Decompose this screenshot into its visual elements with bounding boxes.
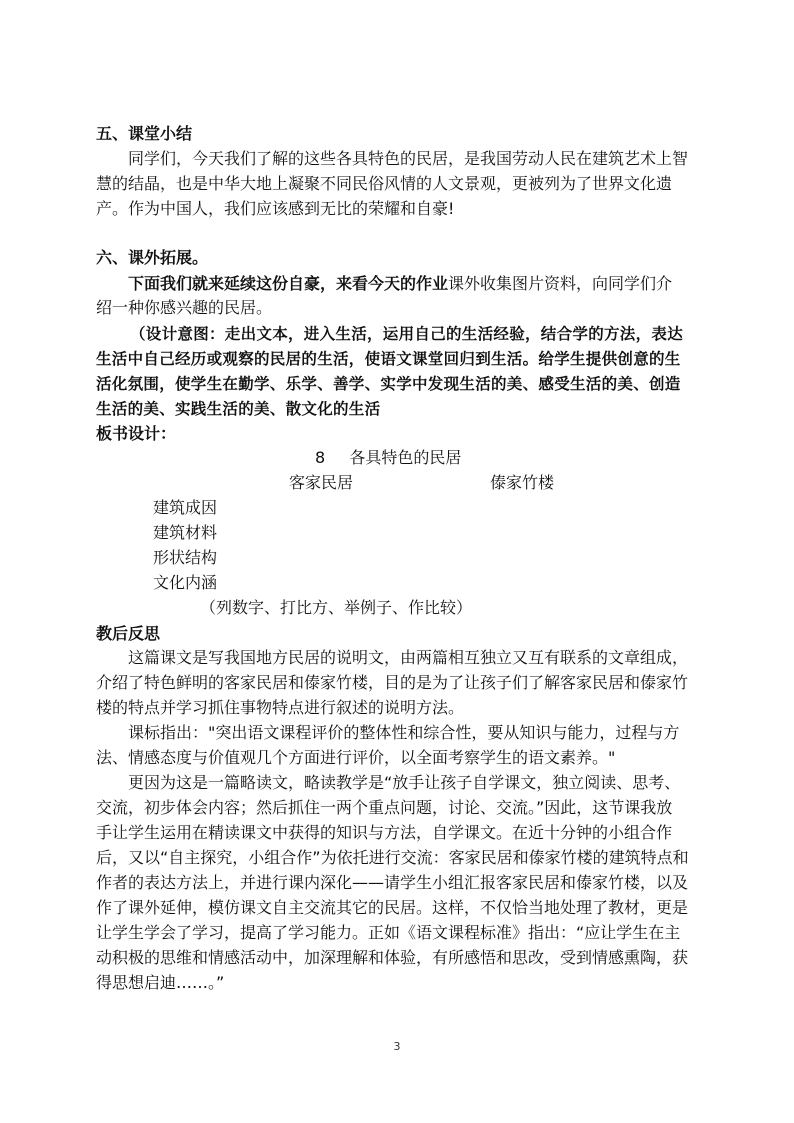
paragraph-line: 慧的结晶，也是中华大地上凝聚不同民俗风情的人文景观，更被列为了世界文化遗 bbox=[96, 174, 673, 193]
reflection-heading: 教后反思 bbox=[96, 624, 161, 643]
paragraph-line: 这篇课文是写我国地方民居的说明文，由两篇相互独立又互有联系的文章组成， bbox=[128, 648, 689, 667]
design-intent-line: 生活中自己经历或观察的民居的生活，使语文课堂回归到生活。给学生提供创意的生 bbox=[96, 349, 681, 368]
section-6-heading: 六、课外拓展。 bbox=[96, 248, 209, 267]
paragraph-line: 作者的表达方法上，并进行课内深化——请学生小组汇报客家民居和傣家竹楼，以及 bbox=[96, 873, 689, 892]
design-intent-line: 生活的美、实践生活的美、散文化的生活 bbox=[96, 399, 381, 418]
paragraph-line: 后，又以“自主探究，小组合作”为依托进行交流：客家民居和傣家竹楼的建筑特点和 bbox=[96, 848, 689, 867]
lesson-title: 各具特色的民居 bbox=[349, 448, 462, 467]
paragraph-line: 产。作为中国人，我们应该感到无比的荣耀和自豪! bbox=[96, 199, 455, 218]
board-column-dai: 傣家竹楼 bbox=[490, 473, 555, 492]
paragraph-line: 更因为这是一篇略读文，略读教学是“放手让孩子自学课文，独立阅读、思考、 bbox=[128, 773, 681, 792]
page-number: 3 bbox=[393, 1040, 401, 1053]
homework-line bbox=[128, 273, 672, 295]
paragraph-line: 让学生学会了学习，提高了学习能力。正如《语文课程标准》指出：“应让学生在主 bbox=[96, 923, 681, 942]
board-item: 形状结构 bbox=[153, 548, 218, 567]
paragraph-line: 课标指出："突出语文课程评价的整体性和综合性，要从知识与能力，过程与方 bbox=[128, 723, 680, 742]
paragraph-line: 手让学生运用在精读课文中获得的知识与方法，自学课文。在近十分钟的小组合作 bbox=[96, 823, 673, 842]
paragraph-line: 动积极的思维和情感活动中，加深理解和体验，有所感悟和思改，受到情感熏陶，获 bbox=[96, 948, 689, 967]
board-item: 建筑成因 bbox=[153, 498, 218, 517]
section-5-heading: 五、课堂小结 bbox=[96, 124, 193, 143]
board-methods: （列数字、打比方、举例子、作比较） bbox=[200, 598, 473, 617]
board-item: 建筑材料 bbox=[153, 523, 218, 542]
board-design-heading: 板书设计： bbox=[96, 424, 177, 443]
paragraph-line: 楼的特点并学习抓住事物特点进行叙述的说明方法。 bbox=[96, 698, 465, 717]
paragraph-line: 介绍了特色鲜明的客家民居和傣家竹楼，目的是为了让孩子们了解客家民居和傣家竹 bbox=[96, 673, 689, 692]
design-intent-line: （设计意图：走出文本，进入生活，运用自己的生活经验，结合学的方法，表达 bbox=[130, 324, 684, 343]
homework-task: 课外收集图片资料，向同学们介 bbox=[448, 274, 673, 293]
board-item: 文化内涵 bbox=[153, 573, 218, 592]
homework-intro-bold: 下面我们就来延续这份自豪，来看今天的作业 bbox=[128, 274, 449, 293]
lesson-number: 8 bbox=[315, 448, 326, 467]
paragraph-line: 法、情感态度与价值观几个方面进行评价，以全面考察学生的语文素养。" bbox=[96, 748, 616, 767]
paragraph-line: 作了课外延伸，模仿课文自主交流其它的民居。这样，不仅恰当地处理了教材，更是 bbox=[96, 898, 689, 917]
paragraph-line: 绍一种你感兴趣的民居。 bbox=[96, 298, 273, 317]
paragraph-line: 交流，初步体会内容；然后抓住一两个重点问题，讨论、交流。”因此，这节课我放 bbox=[96, 798, 673, 817]
board-title bbox=[315, 447, 461, 469]
board-column-hakka: 客家民居 bbox=[289, 473, 354, 492]
paragraph-line: 得思想启迪……。” bbox=[96, 973, 225, 992]
design-intent-line: 活化氛围，使学生在勤学、乐学、善学、实学中发现生活的美、感受生活的美、创造 bbox=[96, 374, 681, 393]
paragraph-line: 同学们，今天我们了解的这些各具特色的民居，是我国劳动人民在建筑艺术上智 bbox=[128, 149, 689, 168]
